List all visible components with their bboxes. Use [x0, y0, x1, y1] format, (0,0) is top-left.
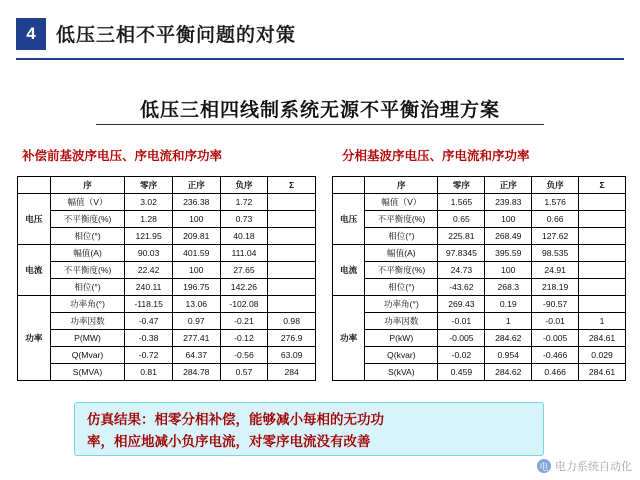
table-row	[333, 313, 626, 330]
table-cell: 121.95	[125, 228, 173, 245]
row-item-label: 功率因数	[365, 313, 438, 330]
table-cell: 284.61	[579, 330, 626, 347]
row-item-label: 不平衡度(%)	[50, 211, 125, 228]
conclusion-note	[74, 402, 544, 456]
table-cell: 284.62	[485, 364, 532, 381]
table-cell: -43.62	[438, 279, 485, 296]
table-row	[333, 279, 626, 296]
table-row	[18, 245, 316, 262]
header-cell-0: 序	[365, 177, 438, 194]
row-item-label: 相位(°)	[365, 228, 438, 245]
table-phase-compensation	[332, 176, 626, 381]
table-row	[18, 347, 316, 364]
table-cell: -0.47	[125, 313, 173, 330]
table-row	[18, 211, 316, 228]
table-cell: 100	[172, 211, 220, 228]
table-cell: 284	[268, 364, 316, 381]
header-cell-2: 正序	[172, 177, 220, 194]
table-cell: 225.81	[438, 228, 485, 245]
row-item-label: 功率因数	[50, 313, 125, 330]
table-cell	[579, 245, 626, 262]
table-cell	[268, 279, 316, 296]
table-cell: 269.43	[438, 296, 485, 313]
header-cell-4: Σ	[579, 177, 626, 194]
row-item-label: 不平衡度(%)	[50, 262, 125, 279]
row-item-label: Q(Mvar)	[50, 347, 125, 364]
row-item-label: 不平衡度(%)	[365, 211, 438, 228]
table-cell: 90.03	[125, 245, 173, 262]
table-row	[333, 347, 626, 364]
row-item-label: 幅值（V）	[50, 194, 125, 211]
header-cell-3: 负序	[220, 177, 268, 194]
table-cell: 22.42	[125, 262, 173, 279]
table-cell: 40.18	[220, 228, 268, 245]
header-cell-1: 零序	[125, 177, 173, 194]
table-row	[333, 228, 626, 245]
table-cell: 1.565	[438, 194, 485, 211]
table-cell: -0.21	[220, 313, 268, 330]
page-title: 低压三相不平衡问题的对策	[56, 25, 297, 46]
table-row	[333, 330, 626, 347]
table-cell: 27.65	[220, 262, 268, 279]
table-row	[18, 262, 316, 279]
note-line-1: 仿真结果：相零分相补偿，能够减小每相的无功功	[87, 412, 384, 427]
table-cell: 100	[172, 262, 220, 279]
table-cell	[579, 211, 626, 228]
watermark-logo-icon: 电	[537, 459, 551, 473]
caption-left: 补偿前基波序电压、序电流和序功率	[22, 149, 223, 163]
table-cell: -118.15	[125, 296, 173, 313]
table-cell: 236.38	[172, 194, 220, 211]
table-left-wrapper	[17, 176, 316, 381]
table-cell: 100	[485, 262, 532, 279]
table-cell: 1.576	[532, 194, 579, 211]
row-item-label: S(kVA)	[365, 364, 438, 381]
watermark	[537, 458, 632, 474]
table-cell: 0.466	[532, 364, 579, 381]
table-cell: 268.49	[485, 228, 532, 245]
table-row	[18, 279, 316, 296]
table-cell: -0.56	[220, 347, 268, 364]
table-cell	[579, 228, 626, 245]
table-row	[333, 364, 626, 381]
header-cell-0: 序	[50, 177, 125, 194]
table-header-row	[333, 177, 626, 194]
table-cell: 97.8345	[438, 245, 485, 262]
table-cell: 240.11	[125, 279, 173, 296]
table-cell: 1.72	[220, 194, 268, 211]
row-group-label: 电压	[333, 194, 365, 245]
caption-right: 分相基波序电压、序电流和序功率	[342, 149, 530, 163]
table-cell: 284.78	[172, 364, 220, 381]
header-cell-2: 正序	[485, 177, 532, 194]
row-group-label: 功率	[333, 296, 365, 381]
table-cell: 209.81	[172, 228, 220, 245]
table-cell: -0.12	[220, 330, 268, 347]
table-right-wrapper	[332, 176, 626, 381]
table-row	[333, 194, 626, 211]
note-line-2: 率，相应地减小负序电流，对零序电流没有改善	[87, 434, 371, 449]
row-item-label: 幅值(A)	[365, 245, 438, 262]
row-item-label: S(MVA)	[50, 364, 125, 381]
table-cell: 127.62	[532, 228, 579, 245]
table-cell: 0.98	[268, 313, 316, 330]
table-cell: -102.08	[220, 296, 268, 313]
row-item-label: 相位(°)	[50, 228, 125, 245]
table-cell: 196.75	[172, 279, 220, 296]
table-cell	[268, 211, 316, 228]
row-item-label: 幅值（V）	[365, 194, 438, 211]
table-cell	[579, 262, 626, 279]
left-edge-strip	[0, 0, 8, 480]
table-cell: 1.28	[125, 211, 173, 228]
table-cell: 0.66	[532, 211, 579, 228]
table-cell: -0.02	[438, 347, 485, 364]
table-cell	[268, 194, 316, 211]
slide-header	[0, 18, 640, 64]
header-cell-corner	[333, 177, 365, 194]
table-cell: 0.19	[485, 296, 532, 313]
row-group-label: 电流	[18, 245, 51, 296]
table-cell: 142.26	[220, 279, 268, 296]
table-cell: 24.73	[438, 262, 485, 279]
table-row	[18, 313, 316, 330]
table-cell: 100	[485, 211, 532, 228]
row-group-label: 电流	[333, 245, 365, 296]
section-number-badge: 4	[16, 18, 46, 50]
row-item-label: P(kW)	[365, 330, 438, 347]
table-cell: 284.61	[579, 364, 626, 381]
table-cell: 0.459	[438, 364, 485, 381]
table-cell: -0.466	[532, 347, 579, 364]
watermark-label: 电力系统自动化	[555, 461, 632, 473]
table-cell: 0.954	[485, 347, 532, 364]
row-group-label: 功率	[18, 296, 51, 381]
table-cell: 0.65	[438, 211, 485, 228]
table-cell	[268, 296, 316, 313]
row-item-label: Q(kvar)	[365, 347, 438, 364]
row-item-label: 幅值(A)	[50, 245, 125, 262]
table-cell	[579, 296, 626, 313]
table-cell: 395.59	[485, 245, 532, 262]
table-cell: 0.029	[579, 347, 626, 364]
row-item-label: 功率角(°)	[365, 296, 438, 313]
table-cell: 98.535	[532, 245, 579, 262]
table-cell: 64.37	[172, 347, 220, 364]
header-divider	[16, 58, 624, 60]
table-cell: 0.73	[220, 211, 268, 228]
table-cell: 111.04	[220, 245, 268, 262]
table-row	[18, 296, 316, 313]
table-before-compensation	[17, 176, 316, 381]
table-row	[333, 245, 626, 262]
table-cell	[268, 245, 316, 262]
table-row	[333, 296, 626, 313]
table-cell: 218.19	[532, 279, 579, 296]
table-cell: 1	[579, 313, 626, 330]
table-row	[18, 364, 316, 381]
table-row	[18, 194, 316, 211]
table-cell: -0.01	[532, 313, 579, 330]
row-item-label: 相位(°)	[50, 279, 125, 296]
table-cell: 63.09	[268, 347, 316, 364]
table-cell: 0.81	[125, 364, 173, 381]
row-item-label: 不平衡度(%)	[365, 262, 438, 279]
table-cell: 13.06	[172, 296, 220, 313]
table-header-row	[18, 177, 316, 194]
table-cell	[268, 228, 316, 245]
table-cell: 0.57	[220, 364, 268, 381]
table-cell: -90.57	[532, 296, 579, 313]
header-cell-corner	[18, 177, 51, 194]
row-item-label: P(MW)	[50, 330, 125, 347]
header-cell-4: Σ	[268, 177, 316, 194]
table-cell	[579, 194, 626, 211]
table-row	[18, 330, 316, 347]
table-row	[18, 228, 316, 245]
table-cell: 276.9	[268, 330, 316, 347]
table-cell	[268, 262, 316, 279]
table-cell: 3.02	[125, 194, 173, 211]
row-item-label: 功率角(°)	[50, 296, 125, 313]
table-cell: -0.72	[125, 347, 173, 364]
table-row	[333, 262, 626, 279]
header-cell-1: 零序	[438, 177, 485, 194]
main-title: 低压三相四线制系统无源不平衡治理方案	[139, 100, 500, 121]
table-cell: -0.01	[438, 313, 485, 330]
table-cell: 401.59	[172, 245, 220, 262]
table-cell: -0.005	[438, 330, 485, 347]
table-cell	[579, 279, 626, 296]
row-group-label: 电压	[18, 194, 51, 245]
main-title-underline	[96, 124, 544, 125]
table-cell: 284.62	[485, 330, 532, 347]
table-cell: 268.3	[485, 279, 532, 296]
table-cell: -0.005	[532, 330, 579, 347]
table-cell: 24.91	[532, 262, 579, 279]
table-cell: 1	[485, 313, 532, 330]
table-cell: 239.83	[485, 194, 532, 211]
row-item-label: 相位(°)	[365, 279, 438, 296]
table-row	[333, 211, 626, 228]
table-cell: 0.97	[172, 313, 220, 330]
header-cell-3: 负序	[532, 177, 579, 194]
table-cell: -0.38	[125, 330, 173, 347]
table-cell: 277.41	[172, 330, 220, 347]
